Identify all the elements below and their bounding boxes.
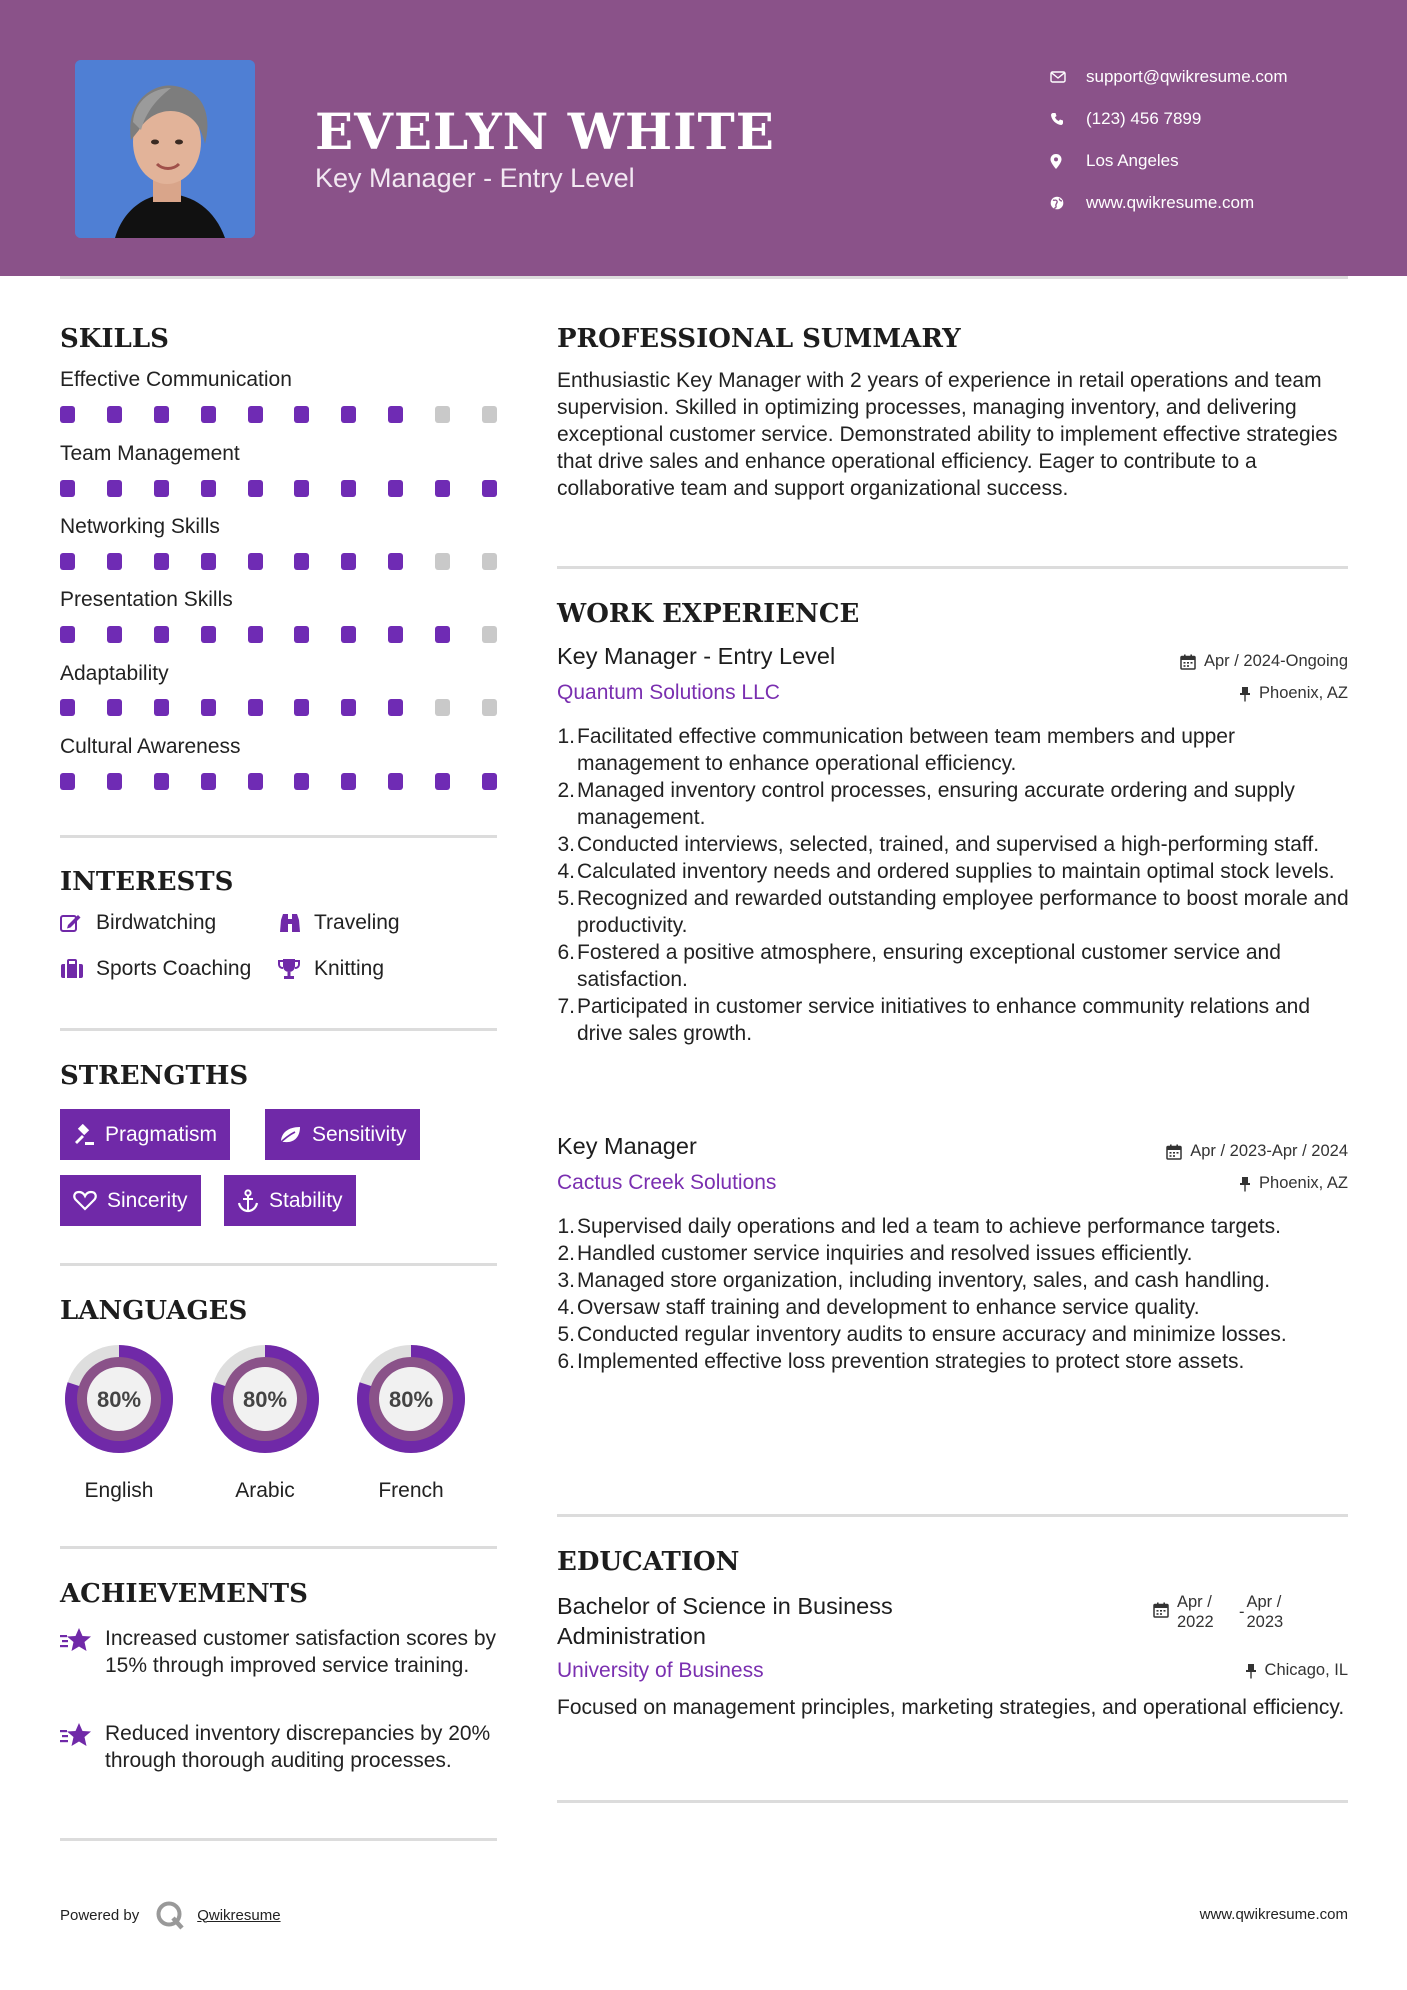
calendar-icon [1153, 1602, 1169, 1618]
language-progress-ring [350, 1338, 472, 1460]
education-start-date: Apr / 2022 [1177, 1593, 1214, 1631]
skill-dot [107, 406, 122, 423]
responsibility-item [553, 1321, 1353, 1348]
language-item [350, 1338, 472, 1503]
heart-icon [73, 1190, 97, 1211]
achievement-item [60, 1720, 500, 1774]
section-divider [60, 1263, 497, 1266]
qwikresume-link[interactable]: Qwikresume [197, 1906, 281, 1924]
education-description: Focused on management principles, marketing strategies, and operational efficiency. [557, 1696, 1345, 1719]
skill-dot [341, 699, 356, 716]
strength-label: Sincerity [107, 1188, 188, 1212]
star-icon [60, 1625, 105, 1679]
skills-heading: SKILLS [60, 324, 169, 354]
skill-dot [60, 626, 75, 643]
responsibility-text: Conducted interviews, selected, trained, and supervised a high-performing staff. [577, 833, 1320, 856]
header-divider [60, 276, 1348, 279]
trophy-icon [278, 958, 314, 980]
list-number: 2. [557, 1242, 575, 1265]
envelope-icon [1050, 71, 1086, 83]
skill-dot [294, 773, 309, 790]
interests-heading: INTERESTS [60, 867, 234, 897]
list-number: 1. [557, 1215, 575, 1238]
contact-email-text: support@qwikresume.com [1086, 67, 1288, 86]
skill-dot [154, 406, 169, 423]
skill-dot [201, 553, 216, 570]
achievement-text: Reduced inventory discrepancies by 20% through thorough auditing processes. [105, 1722, 491, 1772]
skill-name: Presentation Skills [60, 588, 233, 611]
skill-dot [248, 553, 263, 570]
skill-dot [60, 480, 75, 497]
contact-phone-text: (123) 456 7899 [1086, 109, 1202, 128]
language-item [204, 1338, 326, 1503]
calendar-icon [1166, 1144, 1182, 1160]
summary-heading: PROFESSIONAL SUMMARY [557, 324, 961, 354]
skill-dot [435, 626, 450, 643]
language-progress-ring [58, 1338, 180, 1460]
skill-dot [294, 480, 309, 497]
skill-dot [435, 773, 450, 790]
job-dates [1166, 1142, 1348, 1161]
footer-url[interactable]: www.qwikresume.com [1199, 1906, 1348, 1923]
phone-icon [1050, 112, 1086, 126]
skill-dot [201, 626, 216, 643]
responsibility-text: Supervised daily operations and led a team to achieve performance targets. [577, 1215, 1281, 1238]
list-number: 5. [557, 887, 575, 910]
contact-list [1050, 56, 1288, 224]
skill-dot [201, 480, 216, 497]
language-percent: 80% [96, 1387, 142, 1412]
language-item [58, 1338, 180, 1503]
skill-name: Team Management [60, 442, 240, 465]
language-name: Arabic [235, 1479, 295, 1502]
job-title: Key Manager [557, 1133, 697, 1159]
skill-rating [60, 406, 497, 424]
language-percent: 80% [388, 1387, 434, 1412]
skill-dot [388, 699, 403, 716]
anchor-icon [237, 1189, 259, 1213]
section-divider [557, 566, 1348, 569]
strength-tag [60, 1109, 230, 1160]
list-number: 6. [557, 941, 575, 964]
responsibility-item [553, 939, 1353, 993]
footer-powered-by [60, 1900, 281, 1930]
skill-name: Effective Communication [60, 368, 292, 391]
job-location [1239, 684, 1348, 703]
interest-item [60, 911, 216, 935]
skill-dot [107, 553, 122, 570]
summary-text: Enthusiastic Key Manager with 2 years of experience in retail operations and team supervision. Skilled in optimizing processes, managing inventory, and delivering exceptional customer service. Demonstrated ability to implement effective strategies that drive sales and enhance operational efficiency. Eager to contribute to a collaborative team and support organizational success. [557, 369, 1338, 500]
responsibility-item [553, 1267, 1353, 1294]
responsibility-item [553, 858, 1353, 885]
skill-dot [435, 480, 450, 497]
responsibility-item [553, 885, 1353, 939]
school-name: University of Business [557, 1659, 764, 1682]
skill-dot [388, 406, 403, 423]
skill-dot [341, 773, 356, 790]
language-name: French [378, 1479, 444, 1502]
responsibility-text: Fostered a positive atmosphere, ensuring exceptional customer service and satisfaction. [577, 941, 1281, 991]
interest-item [278, 957, 384, 981]
responsibility-text: Recognized and rewarded outstanding employee performance to boost morale and productivity. [577, 887, 1349, 937]
job-dates [1180, 652, 1348, 671]
job-title: Key Manager - Entry Level [557, 643, 836, 669]
job-responsibilities [553, 723, 1353, 1047]
education-location-text: Chicago, IL [1264, 1661, 1348, 1679]
skill-dot [435, 406, 450, 423]
list-number: 4. [557, 1296, 575, 1319]
responsibility-text: Participated in customer service initiatives to enhance community relations and drive sales growth. [577, 995, 1311, 1045]
responsibility-text: Implemented effective loss prevention strategies to protect store assets. [577, 1350, 1245, 1373]
star-icon [60, 1720, 105, 1774]
skill-rating [60, 480, 497, 498]
pencil-icon [60, 913, 96, 933]
binoculars-icon [278, 912, 314, 934]
skill-dot [248, 699, 263, 716]
skill-dot [294, 626, 309, 643]
skill-dot [388, 480, 403, 497]
skill-dot [388, 626, 403, 643]
responsibility-text: Managed inventory control processes, ensuring accurate ordering and supply management. [577, 779, 1295, 829]
candidate-name: EVELYN WHITE [315, 102, 775, 161]
languages-heading: LANGUAGES [60, 1296, 248, 1326]
responsibility-item [553, 777, 1353, 831]
list-number: 5. [557, 1323, 575, 1346]
section-divider [60, 1838, 497, 1841]
interest-item [278, 911, 400, 935]
skill-name: Networking Skills [60, 515, 220, 538]
skill-dot [341, 553, 356, 570]
pushpin-icon [1239, 1176, 1251, 1192]
profile-photo [75, 60, 255, 238]
skill-rating [60, 626, 497, 644]
strength-tag [60, 1175, 201, 1226]
skill-dot [60, 553, 75, 570]
skill-dot [482, 699, 497, 716]
job-location-text: Phoenix, AZ [1259, 684, 1348, 702]
skill-rating [60, 553, 497, 571]
responsibility-item [553, 723, 1353, 777]
responsibility-text: Facilitated effective communication between team members and upper management to enhance operational efficiency. [577, 725, 1235, 775]
contact-email[interactable] [1050, 56, 1288, 98]
list-number: 4. [557, 860, 575, 883]
strengths-heading: STRENGTHS [60, 1061, 249, 1091]
strength-tag [265, 1109, 420, 1160]
interest-label: Traveling [314, 911, 400, 934]
pushpin-icon [1245, 1663, 1257, 1679]
responsibility-item [553, 1213, 1353, 1240]
skill-dot [248, 773, 263, 790]
skill-dot [154, 699, 169, 716]
responsibility-text: Handled customer service inquiries and resolved issues efficiently. [577, 1242, 1193, 1265]
section-divider [557, 1800, 1348, 1803]
strength-label: Stability [269, 1188, 343, 1212]
contact-phone[interactable] [1050, 98, 1288, 140]
skill-name: Adaptability [60, 662, 169, 685]
skill-dot [482, 553, 497, 570]
experience-heading: WORK EXPERIENCE [557, 599, 860, 629]
company-name: Quantum Solutions LLC [557, 681, 780, 704]
language-percent: 80% [242, 1387, 288, 1412]
language-progress-ring [204, 1338, 326, 1460]
job-dates-text: Apr / 2024-Ongoing [1203, 652, 1348, 670]
achievement-item [60, 1625, 500, 1679]
list-number: 2. [557, 779, 575, 802]
education-date-separator: - [1239, 1603, 1245, 1621]
skill-dot [107, 626, 122, 643]
contact-location [1050, 140, 1288, 182]
list-number: 3. [557, 833, 575, 856]
calendar-icon [1180, 654, 1196, 670]
skill-dot [201, 699, 216, 716]
strength-tag [224, 1175, 356, 1226]
skill-dot [107, 699, 122, 716]
skill-dot [201, 773, 216, 790]
strength-label: Pragmatism [105, 1122, 218, 1146]
responsibility-item [553, 1348, 1353, 1375]
list-number: 3. [557, 1269, 575, 1292]
responsibility-text: Calculated inventory needs and ordered supplies to maintain optimal stock levels. [577, 860, 1335, 883]
skill-dot [435, 699, 450, 716]
interest-label: Birdwatching [96, 911, 217, 934]
job-location-text: Phoenix, AZ [1259, 1174, 1348, 1192]
section-divider [60, 835, 497, 838]
responsibility-text: Conducted regular inventory audits to ensure accuracy and minimize losses. [577, 1323, 1287, 1346]
skill-rating [60, 699, 497, 717]
responsibility-item [553, 831, 1353, 858]
skill-name: Cultural Awareness [60, 735, 241, 758]
resume-header [0, 0, 1407, 276]
degree-title: Bachelor of Science in Business Administration [557, 1593, 893, 1649]
company-name: Cactus Creek Solutions [557, 1171, 777, 1194]
job-location [1239, 1174, 1348, 1193]
job-responsibilities [553, 1213, 1353, 1375]
education-end-date: Apr / 2023 [1246, 1593, 1284, 1631]
responsibility-item [553, 1294, 1353, 1321]
skill-dot [154, 480, 169, 497]
skill-dot [482, 480, 497, 497]
skill-dot [341, 626, 356, 643]
section-divider [557, 1514, 1348, 1517]
section-divider [60, 1028, 497, 1031]
suitcase-icon [60, 959, 96, 979]
skill-rating [60, 773, 497, 791]
skill-dot [482, 406, 497, 423]
pushpin-icon [1239, 686, 1251, 702]
skill-dot [294, 699, 309, 716]
list-number: 6. [557, 1350, 575, 1373]
skill-dot [341, 480, 356, 497]
skill-dot [435, 553, 450, 570]
education-location [1245, 1661, 1348, 1680]
skill-dot [248, 626, 263, 643]
section-divider [60, 1546, 497, 1549]
skill-dot [154, 553, 169, 570]
skill-dot [482, 626, 497, 643]
responsibility-item [553, 1240, 1353, 1267]
skill-dot [201, 406, 216, 423]
interest-label: Knitting [314, 957, 385, 980]
powered-by-text: Powered by [60, 1906, 140, 1924]
candidate-role: Key Manager - Entry Level [315, 163, 635, 193]
skill-dot [154, 626, 169, 643]
skill-dot [388, 553, 403, 570]
interest-item [60, 957, 251, 981]
contact-website[interactable] [1050, 182, 1288, 224]
language-name: English [84, 1479, 154, 1502]
contact-website-text: www.qwikresume.com [1086, 193, 1255, 212]
skill-dot [482, 773, 497, 790]
qwikresume-logo-icon [155, 1900, 185, 1930]
responsibility-item [553, 993, 1353, 1047]
skill-dot [248, 406, 263, 423]
job-dates-text: Apr / 2023-Apr / 2024 [1190, 1142, 1348, 1160]
skill-dot [60, 773, 75, 790]
achievements-heading: ACHIEVEMENTS [60, 1579, 308, 1609]
skill-dot [248, 480, 263, 497]
responsibility-text: Managed store organization, including inventory, sales, and cash handling. [577, 1269, 1271, 1292]
skill-dot [154, 773, 169, 790]
skill-dot [107, 480, 122, 497]
skill-dot [294, 406, 309, 423]
skill-dot [60, 406, 75, 423]
globe-icon [1050, 196, 1086, 210]
education-dates [1153, 1592, 1299, 1632]
responsibility-text: Oversaw staff training and development to enhance service quality. [577, 1296, 1200, 1319]
list-number: 1. [557, 725, 575, 748]
list-number: 7. [557, 995, 575, 1018]
skill-dot [294, 553, 309, 570]
skill-dot [388, 773, 403, 790]
education-heading: EDUCATION [557, 1547, 740, 1577]
skill-dot [107, 773, 122, 790]
skill-dot [341, 406, 356, 423]
skill-dot [60, 699, 75, 716]
map-pin-icon [1050, 154, 1086, 169]
gavel-icon [73, 1124, 95, 1146]
strength-label: Sensitivity [312, 1122, 407, 1146]
interest-label: Sports Coaching [96, 957, 252, 980]
leaf-icon [278, 1125, 302, 1145]
achievement-text: Increased customer satisfaction scores by 15% through improved service training. [105, 1627, 497, 1677]
contact-location-text: Los Angeles [1086, 151, 1179, 170]
